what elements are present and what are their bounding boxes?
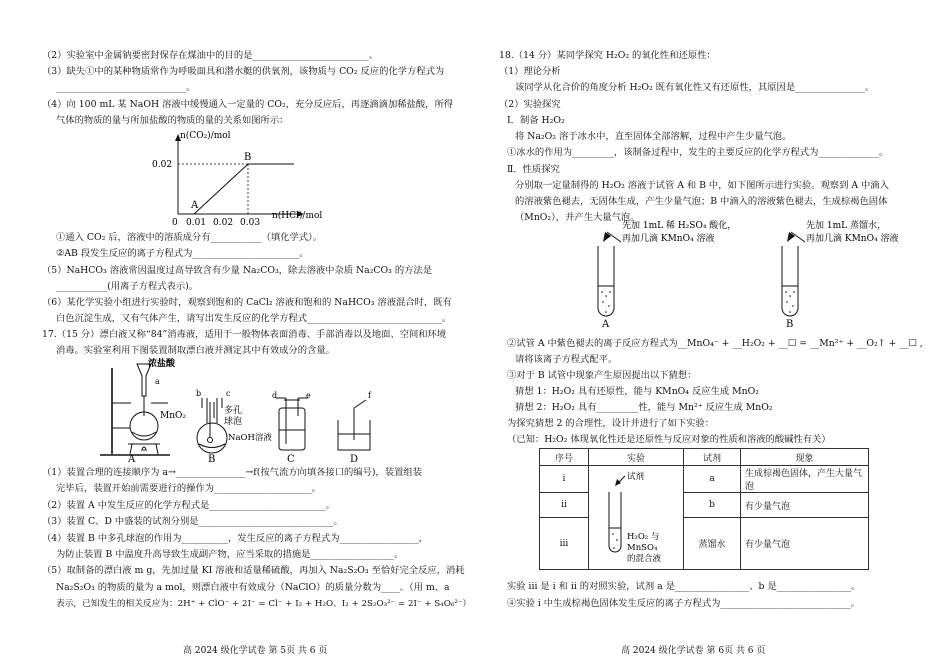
q17-4-cont: 为防止装置 B 中温度升高导致生成副产物，应当采取的措施是__________________。 [56, 549, 404, 560]
hypothesis-1: 猜想 1：H₂O₂ 具有还原性，能与 KMnO₄ 反应生成 MnO₂ [515, 386, 759, 397]
row-phenomenon: 有少量气泡 [741, 518, 869, 570]
bubbler-label-1: 多孔 [224, 406, 243, 416]
x-axis-label: n(HCl)/mol [272, 211, 323, 221]
q17-3: （3）装置 C、D 中盛装的试剂分别是_____________________________。 [42, 516, 343, 527]
tube-a-note-2: 再加几滴 KMnO₄ 溶液 [622, 234, 715, 244]
header-reagent: 试剂 [684, 449, 741, 466]
eq-body: __MnO₄⁻ + __H₂O₂ + __☐ = __Mn²⁺ + __O₂↑ + __☐ , [677, 338, 923, 349]
y-axis-label: n(CO₂)/mol [180, 131, 231, 141]
x-tick-label-0: 0 [172, 218, 178, 228]
q17-4: （4）装置 B 中多孔球泡的作用为__________，发生反应的离子方程式为_________________， [42, 533, 428, 544]
tube-b-liquid [785, 291, 795, 313]
row-reagent: b [684, 493, 741, 518]
q16-4: （4）向 100 mL 某 NaOH 溶液中缓慢通入一定量的 CO₂，充分反应后，再逐滴滴加稀盐酸，所得 [42, 99, 454, 110]
q18-2-ii: Ⅱ．性质探究 [507, 164, 560, 175]
tube-b [782, 246, 798, 316]
q16-3: （3）缺失①中的某种物质常作为呼吸面具和潜水艇的供氧剂，该物质与 CO₂ 反应的化学方程式为 [42, 66, 445, 77]
q16-6-cont: 白色沉淀生成，又有气体产生，请写出发生反应的化学方程式_____________________________。 [56, 313, 452, 324]
small-tube-reagent-note: 试剂 [627, 472, 645, 482]
bubbler-label-2: 球泡 [224, 417, 243, 427]
left-footer: 高 2024 级化学试卷 第 5页 共 6 页 [183, 646, 328, 656]
q18-1-body: 该同学从化合价的角度分析 H₂O₂ 既有氧化性又有还原性，其原因是_______________。 [515, 82, 875, 93]
point-b-label: B [244, 152, 252, 163]
port-d-label: d [272, 391, 278, 400]
q18-2-i-body: 将 Na₂O₂ 溶于冰水中，直至固体全部溶解，过程中产生少量气泡。 [515, 131, 792, 142]
table-header-row [540, 449, 869, 466]
q16-4-cont: 气体的物质的量与所加盐酸的物质的量的关系如图所示： [56, 115, 289, 126]
row-id: iii [540, 518, 589, 570]
experiment-intro: 为探究猜想 2 的合理性，设计并进行了如下实验： [507, 418, 715, 429]
header-experiment: 实验 [589, 449, 684, 466]
known-note: （已知：H₂O₂ 体现氧化性还是还原性与反应对象的性质和溶液的酸碱性有关） [507, 434, 831, 445]
q17-2: （2）装置 A 中发生反应的化学方程式是_________________________。 [42, 500, 335, 511]
q17-intro-cont: 消毒。实验室利用下图装置制取漂白液并测定其中有效成分的含量。 [56, 345, 335, 356]
mno2-label: MnO₂ [160, 411, 186, 421]
q18-1: （1）理论分析 [499, 66, 561, 77]
acid-label: 浓盐酸 [148, 359, 176, 369]
q18-2: （2）实验探究 [499, 99, 561, 110]
point-a-label: A [191, 200, 199, 211]
hypothesis-2: 猜想 2：H₂O₂ 具有_________性，能与 Mn²⁺ 反应生成 MnO₂ [515, 402, 773, 413]
q16-5-cont: ___________(用离子方程式表示)。 [56, 281, 199, 292]
port-e-label: e [306, 391, 311, 400]
tube-b-note-2: 再加几滴 KMnO₄ 溶液 [806, 234, 899, 244]
control-experiment: 实验 iii 是 i 和 ii 的对照实验，试剂 a 是________________、b 是________________。 [507, 581, 861, 592]
experiment-diagram-cell [589, 466, 684, 570]
row-phenomenon: 生成棕褐色固体，产生大量气泡 [741, 466, 869, 493]
x-tick-label-2: 0.02 [213, 218, 234, 228]
q17-1-cont: 完毕后，装置开始前需要进行的操作为_____________________。 [56, 483, 321, 494]
q17-5-reactions: 表示，已知发生的相关反应为：2H⁺ + ClO⁻ + 2I⁻ = Cl⁻ + I₂ + H₂O、I₂ + 2S₂O₃²⁻ = 2I⁻ + S₄O₆²⁻） [56, 599, 472, 609]
x-tick-label-1: 0.01 [186, 218, 207, 228]
naoh-label: NaOH溶液 [228, 433, 272, 443]
small-tube-note-3: 的混合液 [627, 554, 662, 564]
x-tick-label-3: 0.03 [240, 218, 261, 228]
row-reagent: 蒸馏水 [684, 518, 741, 570]
q18-2-ii-body: 分别取一定量制得的 H₂O₂ 溶液于试管 A 和 B 中，如下图所示进行实验。观察到 A 中滴入 [515, 180, 889, 191]
row-id: i [540, 466, 589, 493]
q18-2-ii-4: ④实验 i 中生成棕褐色固体发生反应的离子方程式为____________________________。 [507, 598, 860, 609]
header-id: 序号 [540, 449, 589, 466]
co2-hcl-graph [0, 128, 475, 228]
apparatus-c [276, 398, 308, 450]
q16-5: （5）NaHCO₃ 溶液常因温度过高导致含有少量 Na₂CO₃，除去溶液中杂质 Na₂CO₃ 的方法是 [42, 265, 433, 276]
y-tick-label: 0.02 [152, 160, 173, 170]
q18-2-ii-body3: （MnO₂），并产生大量气泡。 [515, 212, 640, 223]
q16-6: （6）某化学实验小组进行实验时，观察到饱和的 CaCl₂ 溶液和饱和的 NaHCO₃ 溶液混合时，既有 [42, 297, 452, 308]
experiment-table [539, 448, 869, 570]
q17-intro: 17.（15 分）漂白液又称“84”消毒液，适用于一般物体表面消毒、手部消毒以及地面、空间和环境 [42, 329, 447, 340]
q18-2-i: Ⅰ．制备 H₂O₂ [507, 115, 565, 126]
tube-b-label: B [786, 319, 794, 330]
small-tube-diagram [589, 466, 675, 566]
header-phenomenon: 现象 [741, 449, 869, 466]
port-a-label: a [155, 377, 160, 386]
q18-2-i-1: ①冰水的作用为_________，该制备过程中，发生的主要反应的化学方程式为_____________。 [507, 147, 889, 158]
tube-a [598, 246, 614, 316]
q17-5-cont: Na₂S₂O₃ 的物质的量为 a mol，则漂白液中有效成分（NaClO）的质量分数为____。（用 m、a [56, 582, 450, 593]
apparatus-label-b: B [208, 454, 216, 465]
apparatus-label-a: A [128, 454, 136, 465]
port-f-label: f [368, 391, 371, 400]
row-phenomenon: 有少量气泡 [741, 493, 869, 518]
q18-2-ii-body2: 的溶液紫色褪去，无固体生成，产生少量气泡；B 中滴入的溶液紫色褪去，生成棕褐色固体 [515, 196, 888, 207]
apparatus-b [197, 398, 227, 453]
q17-5: （5）取制备的漂白液 m g，先加过量 KI 溶液和适量稀硫酸，再加入 Na₂S₂O₃ 至恰好完全反应，消耗 [42, 565, 465, 576]
port-b-label: b [196, 389, 202, 398]
tube-b-note-1: 先加 1mL 蒸馏水， [806, 221, 886, 231]
tube-a-label: A [602, 319, 610, 330]
apparatus-d [338, 400, 370, 450]
q16-4-2: ②AB 段发生反应的离子方程式为_______________________。 [56, 248, 309, 259]
q16-2: （2）实验室中金属钠要密封保存在煤油中的目的是_________________________。 [42, 50, 378, 61]
tube-a-note-1: 先加 1mL 稀 H₂SO₄ 酸化， [622, 221, 737, 231]
q18-title: 18.（14 分）某同学探究 H₂O₂ 的氧化性和还原性： [499, 50, 716, 61]
small-tube-note-2: MnSO₄ [627, 543, 658, 553]
q18-2-ii-2 [507, 338, 923, 350]
apparatus-label-c: C [287, 454, 295, 465]
apparatus-label-d: D [350, 454, 359, 465]
right-footer: 高 2024 级化学试卷 第 6页 共 6 页 [621, 646, 766, 656]
q16-3-blank: ____________________________。 [56, 82, 196, 93]
q18-2-ii-3: ③对于 B 试管中现象产生原因提出以下猜想： [507, 370, 697, 381]
table-row [540, 466, 869, 493]
right-page [475, 0, 950, 671]
row-id: ii [540, 493, 589, 518]
small-tube-note-1: H₂O₂ 与 [627, 532, 660, 542]
porous-bubbler [208, 438, 213, 443]
test-tubes-figure [475, 221, 950, 330]
eq-prefix: ②试管 A 中紫色褪去的离子反应方程式为 [507, 338, 678, 349]
q17-1: （1）装置合理的连接顺序为 a→_______________→f(按气流方向填各接口的编号)，装置组装 [42, 467, 423, 478]
tube-a-liquid [601, 291, 611, 313]
row-reagent: a [684, 466, 741, 493]
washing-bottle [279, 408, 305, 450]
q16-4-1: ①通入 CO₂ 后，溶液中的溶质成分有___________（填化学式）。 [56, 232, 323, 243]
ab-segment [194, 164, 248, 214]
port-c-label: c [226, 389, 231, 398]
q18-2-ii-2-cont: 请将该离子方程式配平。 [515, 354, 618, 365]
chlorine-apparatus [0, 358, 475, 463]
